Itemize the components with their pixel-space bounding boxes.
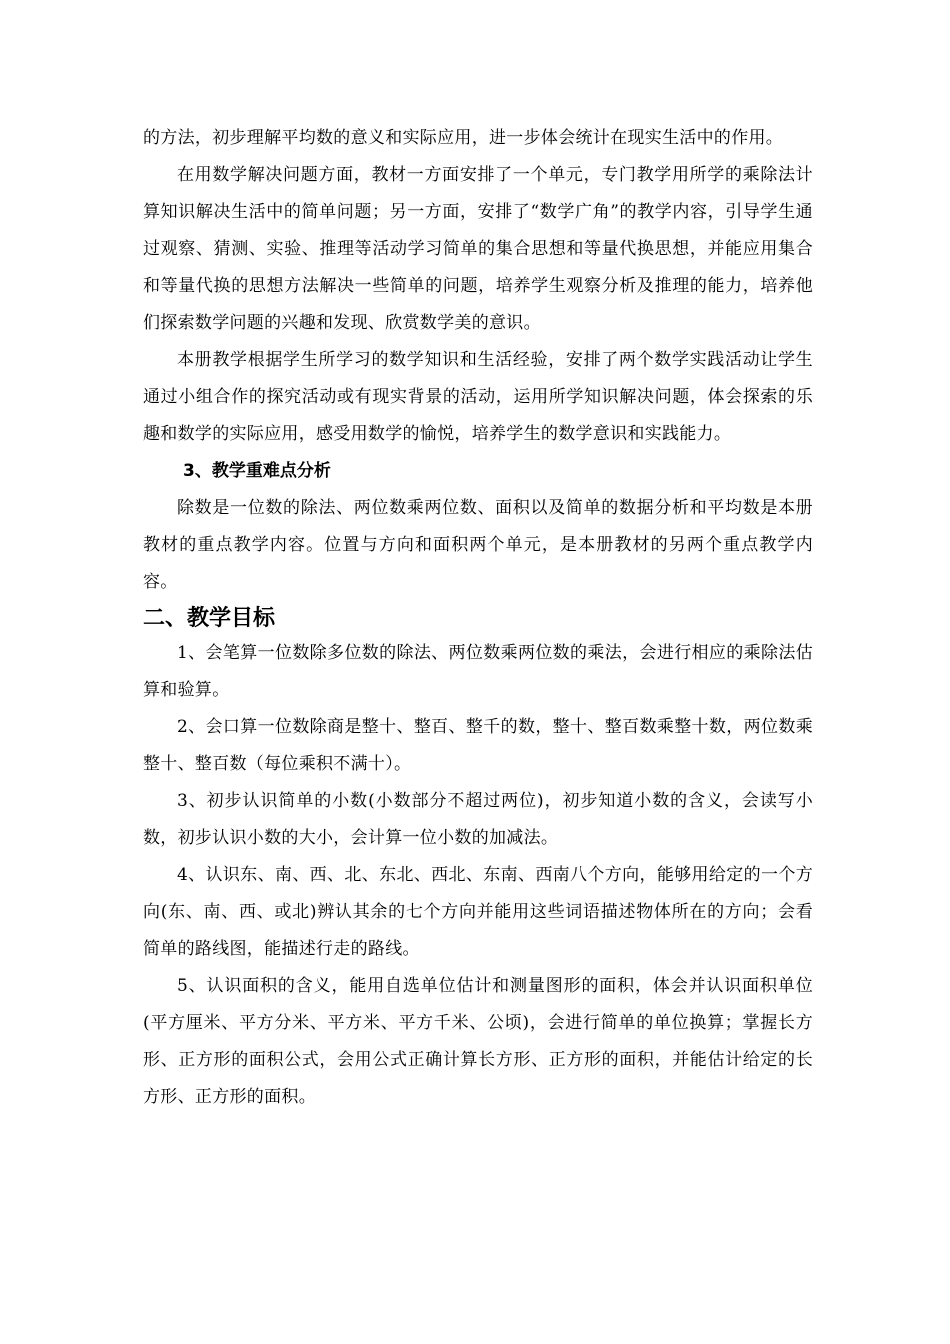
goal-item: 5、认识面积的含义，能用自选单位估计和测量图形的面积，体会并认识面积单位(平方厘米、平方分米、平方米、平方千米、公顷)，会进行简单的单位换算；掌握长方形、正方形的面积公式，会用公式正确计算长方形、正方形的面积，并能估计给定的长方形、正方形的面积。 [143,976,813,1107]
goal-item: 4、认识东、南、西、北、东北、西北、东南、西南八个方向，能够用给定的一个方向(东、南、西、或北)辨认其余的七个方向并能用这些词语描述物体所在的方向；会看简单的路线图，能描述行走的路线。 [143,865,813,959]
paragraph-key-points: 除数是一位数的除法、两位数乘两位数、面积以及简单的数据分析和平均数是本册教材的重点教学内容。位置与方向和面积两个单元，是本册教材的另两个重点教学内容。 [143,498,813,592]
paragraph-practice: 本册教学根据学生所学习的数学知识和生活经验，安排了两个数学实践活动让学生通过小组合作的探究活动或有现实背景的活动，运用所学知识解决问题，体会探索的乐趣和数学的实际应用，感受用数学的愉悦，培养学生的数学意识和实践能力。 [143,350,813,444]
goal-item: 3、初步认识简单的小数(小数部分不超过两位)，初步知道小数的含义，会读写小数，初步认识小数的大小，会计算一位小数的加减法。 [143,791,813,848]
goal-item: 2、会口算一位数除商是整十、整百、整千的数，整十、整百数乘整十数，两位数乘整十、整百数（每位乘积不满十）。 [143,717,813,774]
paragraph-problem-solving: 在用数学解决问题方面，教材一方面安排了一个单元，专门教学用所学的乘除法计算知识解决生活中的简单问题；另一方面，安排了“数学广角”的教学内容，引导学生通过观察、猜测、实验、推理等活动学习简单的集合思想和等量代换思想，并能应用集合和等量代换的思想方法解决一些简单的问题，培养学生观察分析及推理的能力，培养他们探索数学问题的兴趣和发现、欣赏数学美的意识。 [143,165,813,333]
subheading-key-difficulties: 3、教学重难点分析 [183,461,331,481]
document-body [143,120,813,1116]
continuation-paragraph: 的方法，初步理解平均数的意义和实际应用，进一步体会统计在现实生活中的作用。 [143,128,784,148]
goal-item: 1、会笔算一位数除多位数的除法、两位数乘两位数的乘法，会进行相应的乘除法估算和验算。 [143,643,813,700]
section-title-teaching-goals: 二、教学目标 [143,606,276,631]
